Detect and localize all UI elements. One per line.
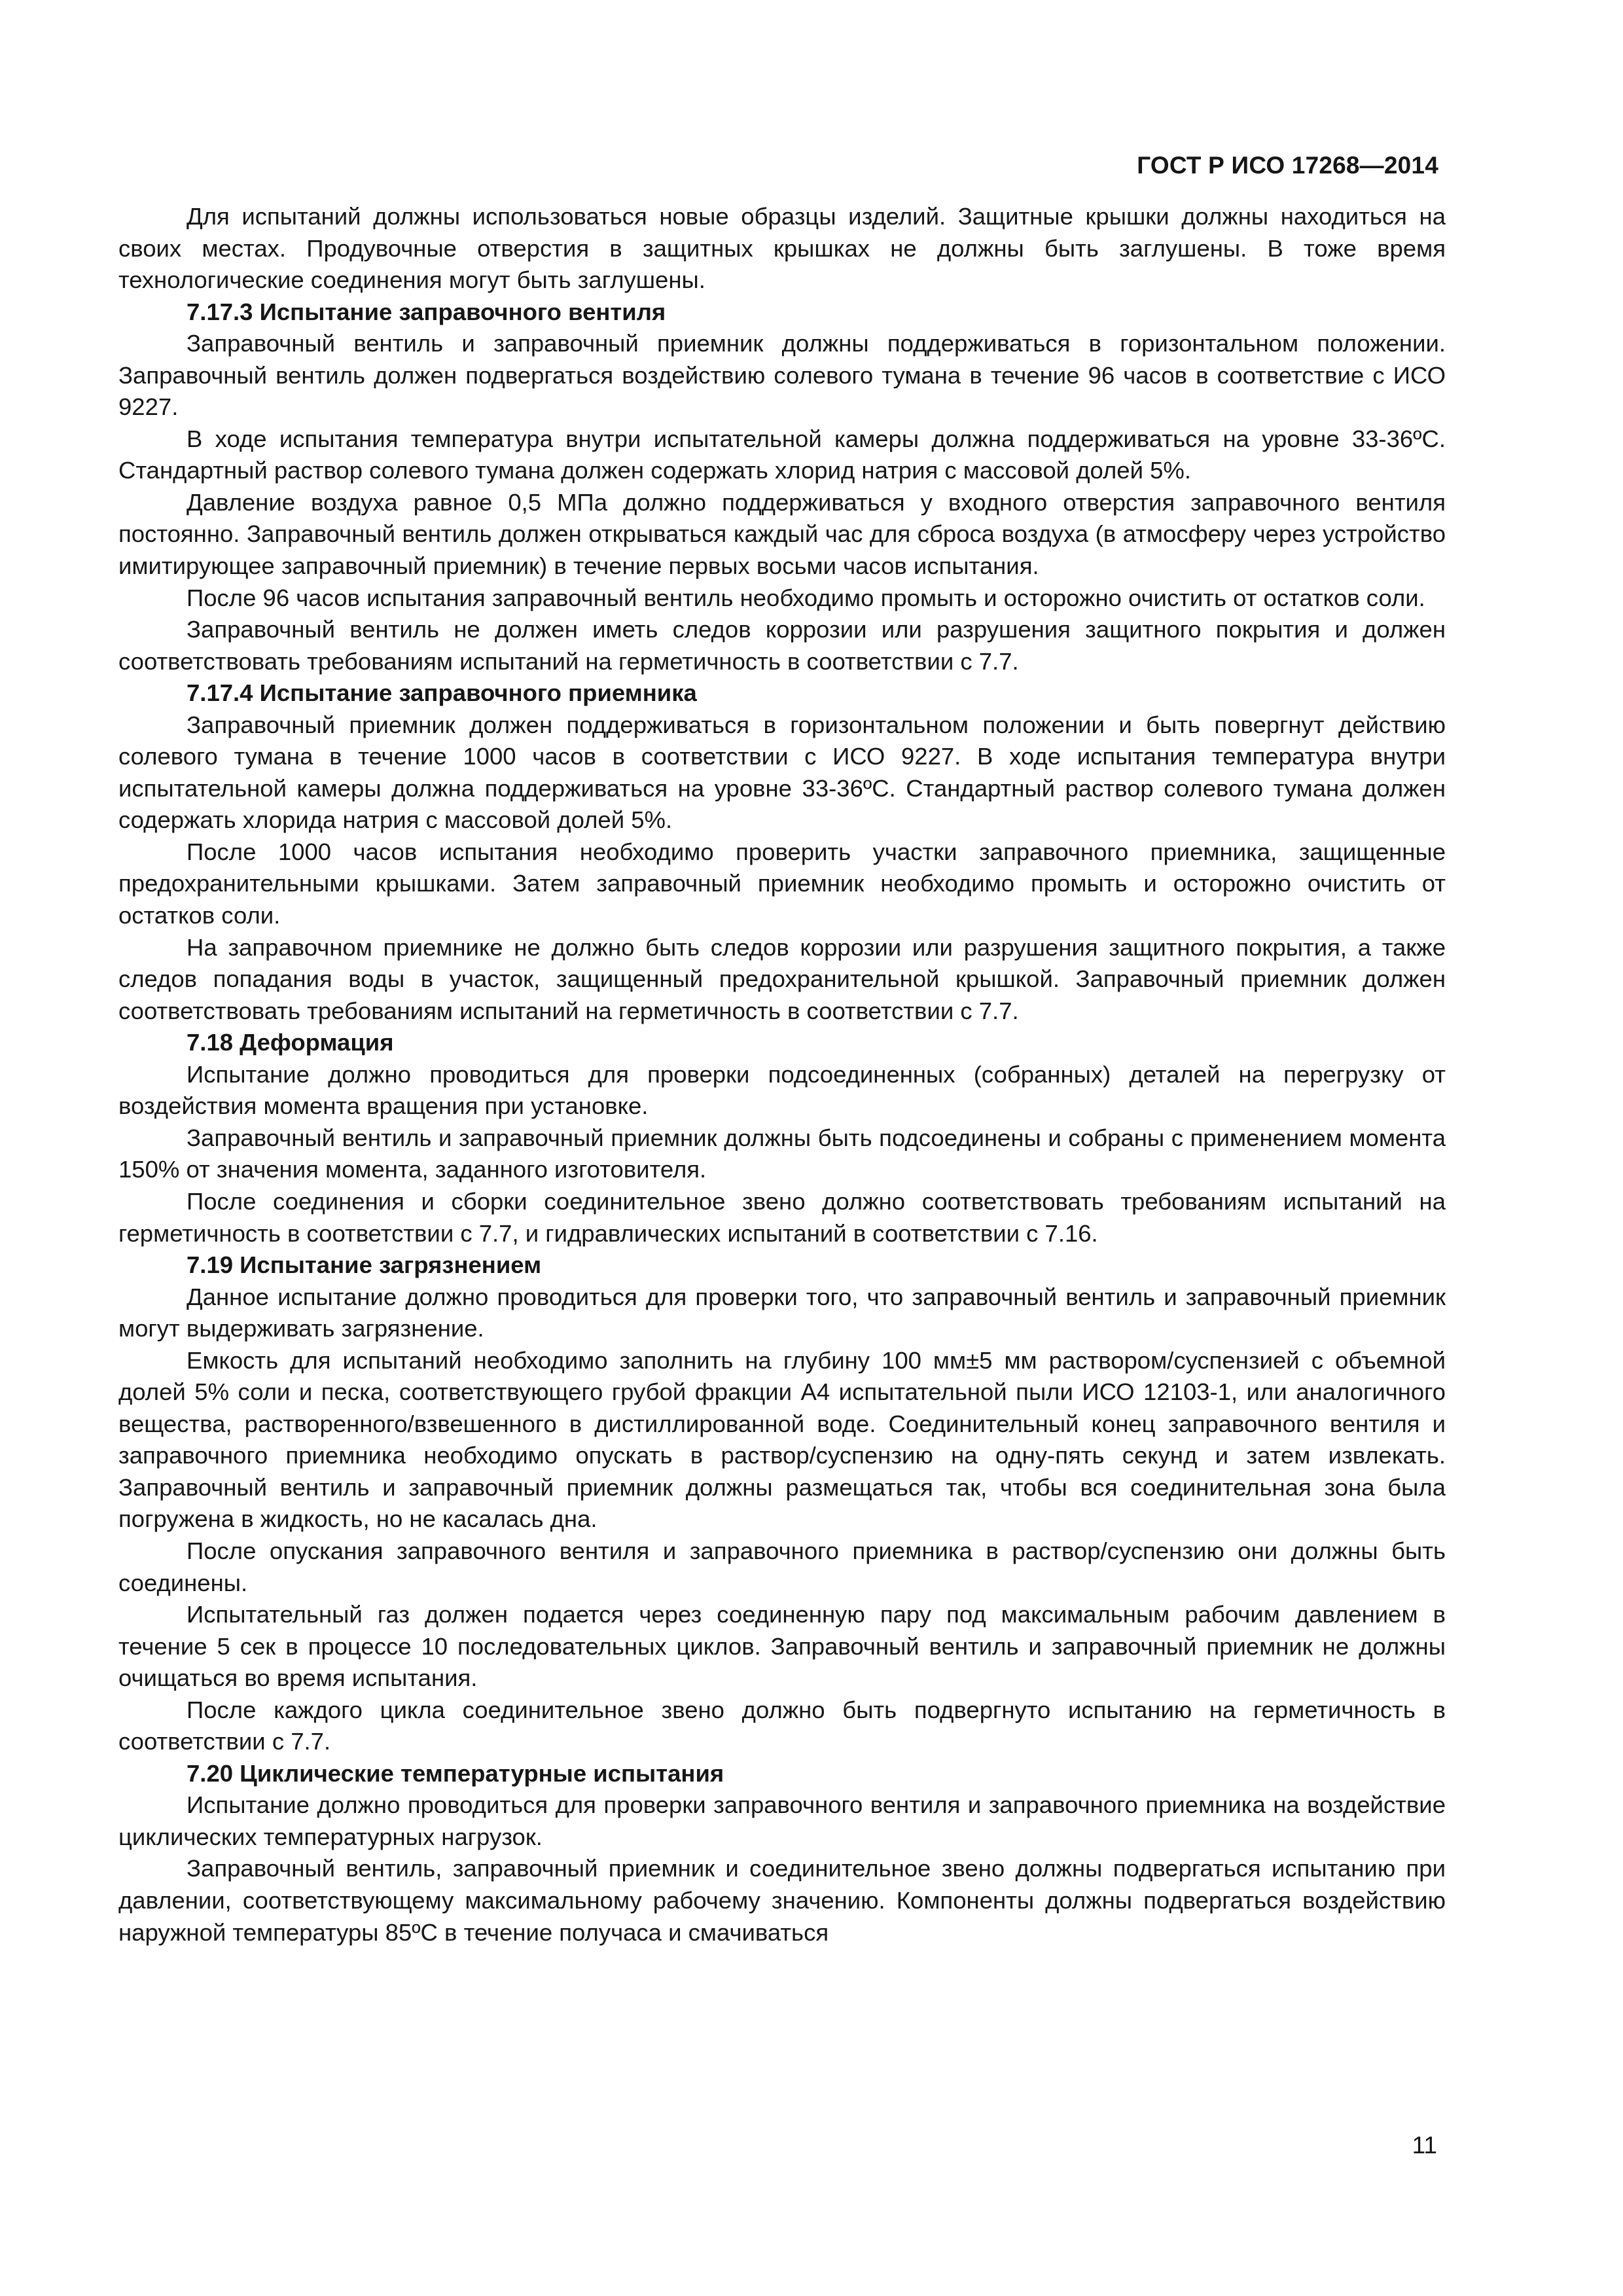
paragraph: На заправочном приемнике не должно быть следов коррозии или разрушения защитного покрытия, а также следов попадания воды в участок, защищенный предохранительной крышкой. Заправочный приемник должен соответствовать требованиям испытаний на герметичность в соответствии с 7.7. xyxy=(118,933,1446,1024)
section-heading-7-20: 7.20 Циклические температурные испытания xyxy=(187,1759,724,1787)
paragraph: Данное испытание должно проводиться для проверки того, что заправочный вентиль и заправочный приемник могут выдерживать загрязнение. xyxy=(118,1283,1446,1342)
paragraph: После каждого цикла соединительное звено должно быть подвергнуто испытанию на герметичность в соответствии с 7.7. xyxy=(118,1696,1446,1755)
paragraph: После опускания заправочного вентиля и заправочного приемника в раствор/суспензию они должны быть соединены. xyxy=(118,1537,1446,1596)
paragraph: Давление воздуха равное 0,5 МПа должно поддерживаться у входного отверстия заправочного вентиля постоянно. Заправочный вентиль должен открываться каждый час для сброса воздуха (в атмосферу через устройство имитирующее заправочный приемник) в течение первых восьми часов испытания. xyxy=(118,488,1446,580)
section-heading-7-19: 7.19 Испытание загрязнением xyxy=(187,1251,542,1279)
paragraph: После 1000 часов испытания необходимо проверить участки заправочного приемника, защищенные предохранительными крышками. Затем заправочный приемник необходимо промыть и осторожно очистить от остатков соли. xyxy=(118,838,1446,929)
paragraph: Заправочный приемник должен поддерживаться в горизонтальном положении и быть повергнут действию солевого тумана в течение 1000 часов в соответствии с ИСО 9227. В ходе испытания температура внутри испытательной камеры должна поддерживаться на уровне 33-36ºC. Стандартный раствор солевого тумана должен содержать хлорида натрия с массовой долей 5%. xyxy=(118,711,1446,834)
section-heading-7-17-4: 7.17.4 Испытание заправочного приемника xyxy=(187,679,697,707)
paragraph: После соединения и сборки соединительное звено должно соответствовать требованиям испытаний на герметичность в соответствии с 7.7, и гидравлических испытаний в соответствии с 7.16. xyxy=(118,1187,1446,1247)
section-heading-7-17-3: 7.17.3 Испытание заправочного вентиля xyxy=(187,298,666,325)
paragraph: После 96 часов испытания заправочный вентиль необходимо промыть и осторожно очистить от остатков соли. xyxy=(187,584,1425,611)
paragraph: В ходе испытания температура внутри испытательной камеры должна поддерживаться на уровне 33-36ºC. Стандартный раствор солевого тумана должен содержать хлорид натрия с массовой долей 5%. xyxy=(118,425,1446,484)
paragraph: Испытание должно проводиться для проверки заправочного вентиля и заправочного приемника на воздействие циклических температурных нагрузок. xyxy=(118,1791,1446,1850)
page-number: 11 xyxy=(1412,2132,1437,2159)
paragraph: Для испытаний должны использоваться новые образцы изделий. Защитные крышки должны находиться на своих местах. Продувочные отверстия в защитных крышках не должны быть заглушены. В тоже время технологические соединения могут быть заглушены. xyxy=(118,203,1446,294)
section-heading-7-18: 7.18 Деформация xyxy=(187,1029,394,1056)
paragraph: Заправочный вентиль и заправочный приемник должны поддерживаться в горизонтальном положении. Заправочный вентиль должен подвергаться воздействию солевого тумана в течение 96 часов в соответствие с ИСО 9227. xyxy=(118,330,1446,421)
paragraph: Заправочный вентиль не должен иметь следов коррозии или разрушения защитного покрытия и должен соответствовать требованиям испытаний на герметичность в соответствии с 7.7. xyxy=(118,616,1446,675)
standard-header: ГОСТ Р ИСО 17268—2014 xyxy=(1137,152,1438,179)
paragraph: Заправочный вентиль и заправочный приемник должны быть подсоединены и собраны с применением момента 150% от значения момента, заданного изготовителя. xyxy=(118,1124,1446,1183)
paragraph: Заправочный вентиль, заправочный приемник и соединительное звено должны подвергаться испытанию при давлении, соответствующему максимальному рабочему значению. Компоненты должны подвергаться воздействию наружной температуры 85ºC в течение получаса и смачиваться xyxy=(118,1855,1446,1946)
document-body xyxy=(118,201,1446,1948)
paragraph: Испытание должно проводиться для проверки подсоединенных (собранных) деталей на перегрузку от воздействия момента вращения при установке. xyxy=(118,1060,1446,1120)
paragraph: Испытательный газ должен подается через соединенную пару под максимальным рабочим давлением в течение 5 сек в процессе 10 последовательных циклов. Заправочный вентиль и заправочный приемник не должны очищаться во время испытания. xyxy=(118,1601,1446,1692)
paragraph: Емкость для испытаний необходимо заполнить на глубину 100 мм±5 мм раствором/суспензией с объемной долей 5% соли и песка, соответствующего грубой фракции А4 испытательной пыли ИСО 12103-1, или аналогичного вещества, растворенного/взвешенного в дистиллированной воде. Соединительный конец заправочного вентиля и заправочного приемника необходимо опускать в раствор/суспензию на одну-пять секунд и затем извлекать. Заправочный вентиль и заправочный приемник должны размещаться так, чтобы вся соединительная зона была погружена в жидкость, но не касалась дна. xyxy=(118,1346,1446,1533)
